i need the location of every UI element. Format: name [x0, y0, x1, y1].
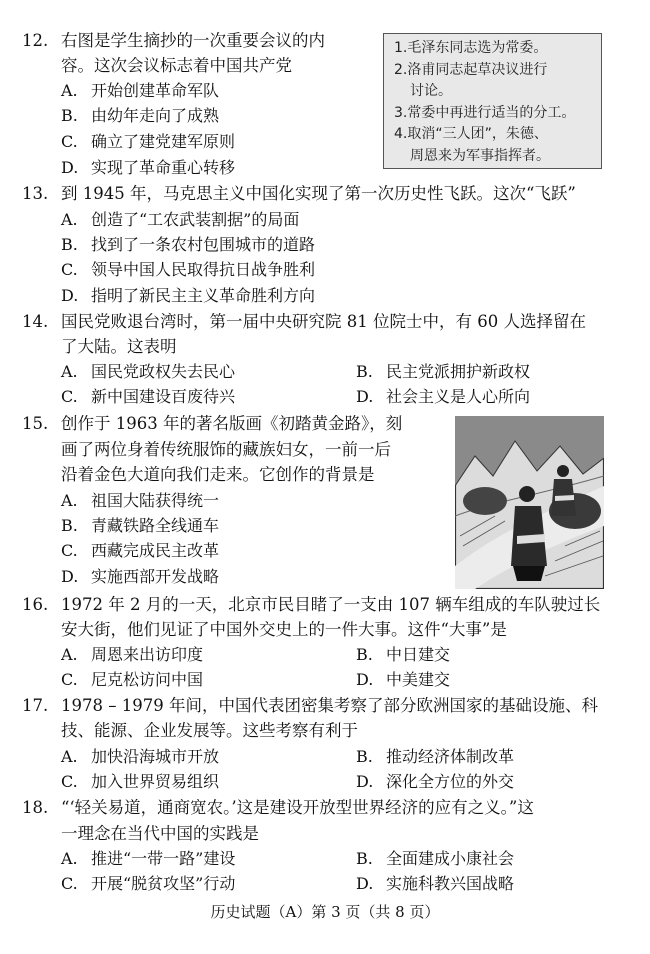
question-number: 12. [22, 31, 49, 50]
question-stem: 到 1945 年，马克思主义中国化实现了第一次历史性飞跃。这次“飞跃” [61, 184, 576, 203]
question-number: 13. [22, 184, 49, 203]
question-stem: 1978 – 1979 年间，中国代表团密集考察了部分欧洲国家的基础设施、科 [61, 696, 598, 715]
question-stem: 安大街，他们见证了中国外交史上的一件大事。这件“大事”是 [61, 620, 507, 639]
question-stem: 了大陆。这表明 [61, 337, 177, 356]
question-stem: 沿着金色大道向我们走来。它创作的背景是 [61, 465, 375, 484]
option-a: A. 开始创建革命军队 [61, 81, 220, 100]
option-d: D. 实施西部开发战略 [61, 567, 220, 586]
option-b: B. 民主党派拥护新政权 [356, 362, 531, 381]
option-c: C. 领导中国人民取得抗日战争胜利 [61, 260, 316, 279]
question-stem: 容。这次会议标志着中国共产党 [61, 56, 292, 75]
option-c: C. 尼克松访问中国 [61, 670, 204, 689]
question-number: 16. [22, 595, 49, 614]
option-a: A. 祖国大陆获得统一 [61, 491, 220, 510]
option-a: A. 国民党政权失去民心 [61, 362, 236, 381]
option-a: A. 加快沿海城市开放 [61, 747, 220, 766]
option-d: D. 实施科教兴国战略 [356, 874, 515, 893]
option-c: C. 加入世界贸易组织 [61, 772, 220, 791]
note-item: 2.洛甫同志起草决议进行 [394, 61, 548, 78]
question-number: 17. [22, 696, 49, 715]
option-d: D. 社会主义是人心所向 [356, 387, 531, 406]
option-c: C. 新中国建设百废待兴 [61, 387, 236, 406]
option-b: B. 全面建成小康社会 [356, 849, 515, 868]
question-stem: 1972 年 2 月的一天，北京市民目睹了一支由 107 辆车组成的车队驶过长 [61, 595, 601, 614]
woodcut-print-image [455, 416, 604, 589]
option-d: D. 实现了革命重心转移 [61, 158, 236, 177]
question-stem: 一理念在当代中国的实践是 [61, 824, 259, 843]
option-d: D. 深化全方位的外交 [356, 772, 515, 791]
question-number: 15. [22, 414, 49, 433]
option-d: D. 指明了新民主主义革命胜利方向 [61, 286, 316, 305]
option-a: A. 推进“一带一路”建设 [61, 849, 236, 868]
note-item: 3.常委中再进行适当的分工。 [394, 104, 576, 121]
page-footer: 历史试题（A）第 3 页（共 8 页） [210, 903, 440, 921]
note-item: 讨论。 [410, 83, 452, 99]
meeting-notes-card [383, 33, 602, 169]
question-number: 14. [22, 312, 49, 331]
option-c: C. 开展“脱贫攻坚”行动 [61, 874, 236, 893]
option-c: C. 确立了建党建军原则 [61, 132, 236, 151]
option-b: B. 找到了一条农村包围城市的道路 [61, 235, 316, 254]
question-stem: 画了两位身着传统服饰的藏族妇女，一前一后 [61, 440, 391, 459]
option-b: B. 中日建交 [356, 645, 451, 664]
option-a: A. 周恩来出访印度 [61, 645, 204, 664]
option-d: D. 中美建交 [356, 670, 451, 689]
question-stem: 技、能源、企业发展等。这些考察有利于 [61, 721, 358, 740]
note-item: 4.取消“三人团”，朱德、 [394, 126, 548, 142]
option-b: B. 青藏铁路全线通车 [61, 516, 220, 535]
question-stem: 创作于 1963 年的著名版画《初踏黄金路》，刻 [61, 414, 403, 433]
note-item: 周恩来为军事指挥者。 [410, 147, 550, 164]
question-stem: “‘轻关易道，通商宽农。’这是建设开放型世界经济的应有之义。”这 [61, 798, 534, 817]
question-stem: 右图是学生摘抄的一次重要会议的内 [61, 31, 325, 50]
question-number: 18. [22, 798, 49, 817]
option-a: A. 创造了“工农武装割据”的局面 [61, 210, 300, 229]
option-b: B. 推动经济体制改革 [356, 747, 515, 766]
question-stem: 国民党败退台湾时，第一届中央研究院 81 位院士中，有 60 人选择留在 [61, 312, 586, 331]
option-b: B. 由幼年走向了成熟 [61, 106, 220, 125]
note-item: 1.毛泽东同志选为常委。 [394, 40, 548, 56]
option-c: C. 西藏完成民主改革 [61, 541, 220, 560]
